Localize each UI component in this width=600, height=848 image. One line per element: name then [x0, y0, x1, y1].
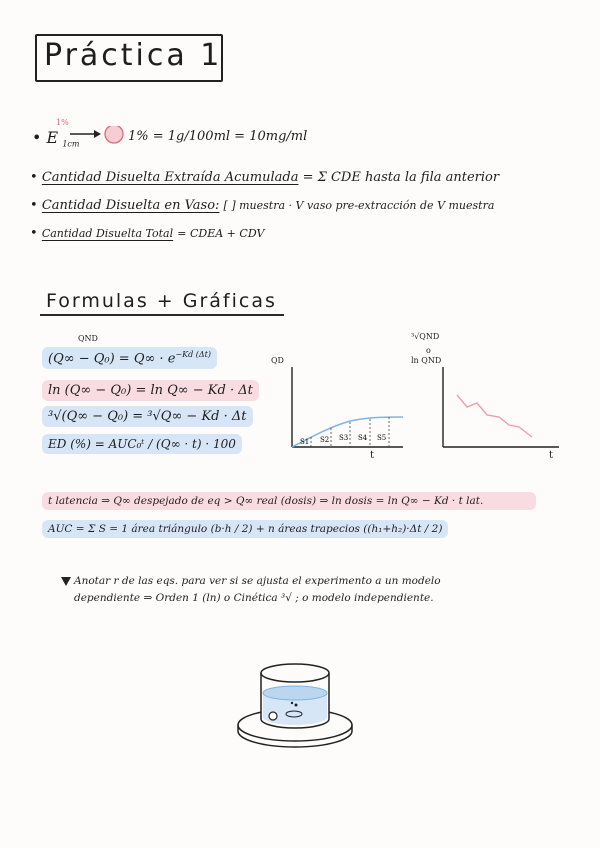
graph2-plot — [437, 365, 562, 457]
graph1-seg-1: S1 — [300, 438, 310, 446]
intro-line2-right: = Σ CDE hasta la fila anterior — [302, 170, 500, 185]
graph2-ylabel-top: ³√QND — [411, 332, 440, 341]
graph2-ylabel-bot: ln QND — [411, 356, 442, 365]
graph1-plot — [285, 365, 405, 457]
intro-line1-left: • E — [32, 128, 59, 147]
graph1-seg-3: S3 — [339, 434, 349, 442]
intro-line1-right: 1% = 1g/100ml = 10mg/ml — [128, 129, 308, 144]
intro-line-3: • Cantidad Disuelta en Vaso: [ ] muestra · V vaso pre-extracción de V muestra — [30, 198, 495, 213]
dissolution-vessel-icon — [230, 655, 360, 750]
formula-1 — [42, 347, 217, 369]
section-underline — [40, 314, 284, 316]
intro-line1-sub: 1cm — [62, 139, 80, 149]
graph1-seg-2: S2 — [320, 436, 330, 444]
intro-line4-label: Cantidad Disuelta Total — [41, 227, 174, 240]
intro-line4-right: = CDEA + CDV — [177, 227, 265, 240]
formula1-top: QND — [78, 334, 98, 343]
formula1-text: (Q∞ − Q₀) = Q∞ · e — [48, 351, 176, 367]
section-title: Formulas + Gráficas — [46, 290, 277, 312]
graph1-seg-5: S5 — [377, 434, 387, 442]
graph2-ylabel-mid: o — [426, 346, 431, 355]
auc-formula: AUC = Σ S = 1 área triángulo (b·h / 2) + n áreas trapecios ((h₁+h₂)·Δt / 2) — [42, 520, 448, 538]
formula-3: ³√(Q∞ − Q₀) = ³√Q∞ − Kd · Δt — [42, 406, 253, 427]
formula-2: ln (Q∞ − Q₀) = ln Q∞ − Kd · Δt — [42, 380, 259, 401]
note-bullet-icon — [60, 576, 72, 588]
intro-line-4: • Cantidad Disuelta Total = CDEA + CDV — [30, 226, 265, 241]
note-line-2: dependiente ⇒ Orden 1 (ln) o Cinética ³√ ; o modelo independiente. — [74, 592, 434, 604]
graph1-seg-4: S4 — [358, 434, 368, 442]
formula-4: ED (%) = AUC₀ᵗ / (Q∞ · t) · 100 — [42, 434, 242, 454]
graph1-ylabel: QD — [271, 356, 284, 365]
graph2-xlabel: t — [549, 450, 554, 461]
intro-line3-label: Cantidad Disuelta en Vaso: — [41, 198, 220, 213]
note-line-1: Anotar r de las eqs. para ver si se ajusta el experimento a un modelo — [74, 575, 441, 587]
page-title: Práctica 1 — [44, 38, 223, 73]
arrow-circle-icon — [68, 126, 128, 146]
graph1-xlabel: t — [370, 450, 375, 461]
formula1-exp: −Kd (Δt) — [175, 350, 211, 359]
intro-line1-sup: 1% — [56, 118, 69, 127]
latency-formula: t latencia ⇒ Q∞ despejado de eq > Q∞ real (dosis) ⇒ ln dosis = ln Q∞ − Kd · t lat. — [42, 492, 536, 510]
intro-line3-right: [ ] muestra · V vaso pre-extracción de V muestra — [223, 199, 495, 212]
intro-line-2: • Cantidad Disuelta Extraída Acumulada = Σ CDE hasta la fila anterior — [30, 170, 500, 185]
intro-line2-label: Cantidad Disuelta Extraída Acumulada — [41, 170, 299, 185]
